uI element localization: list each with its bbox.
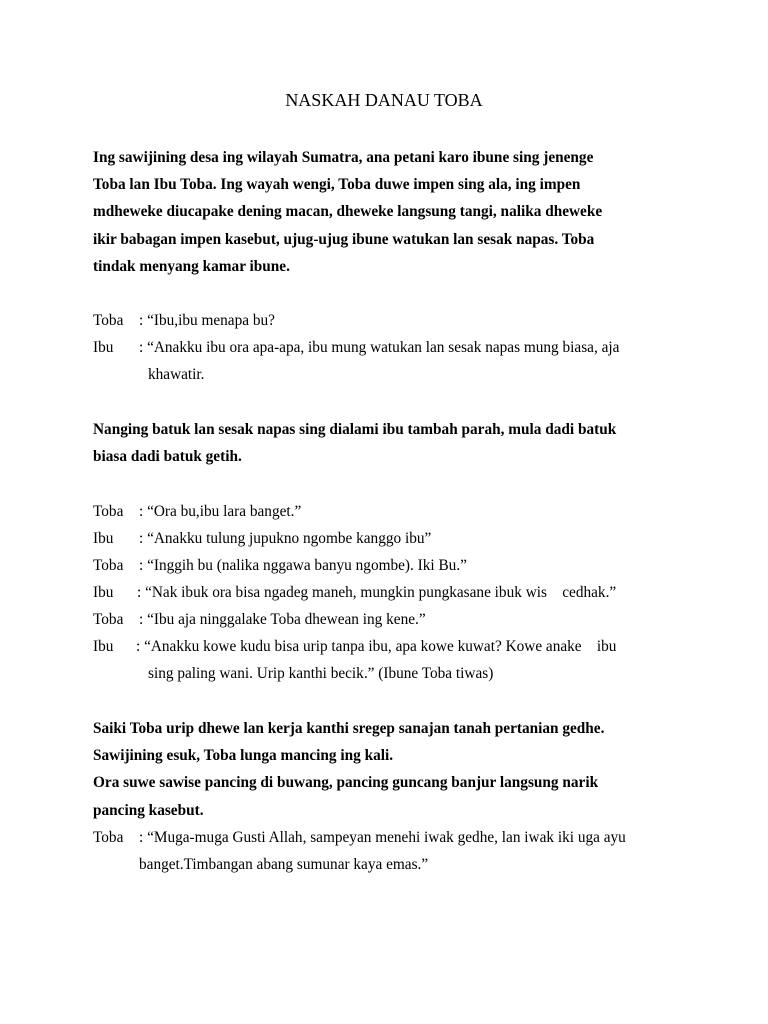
text-line: Saiki Toba urip dhewe lan kerja kanthi sregep sanajan tanah pertanian gedhe.	[93, 720, 605, 737]
speaker-name: Toba	[93, 557, 124, 574]
dialog-text-continuation: banget.Timbangan abang sumunar kaya emas.”	[139, 856, 429, 874]
dialog-text: : “Anakku tulung jupukno ngombe kanggo ibu”	[139, 530, 432, 547]
dialog-text: : “Ibu aja ninggalake Toba dhewean ing kene.”	[139, 611, 426, 628]
narration-paragraph-1	[93, 144, 683, 280]
dialog-text: : “Ora bu,ibu lara banget.”	[139, 503, 302, 520]
narration-paragraph-3	[93, 715, 683, 824]
text-line: tindak menyang kamar ibune.	[93, 257, 290, 275]
speaker-name: Ibu	[93, 638, 114, 655]
text-line: Nanging batuk lan sesak napas sing dialami ibu tambah parah, mula dadi batuk	[93, 421, 617, 438]
dialog-text: : “Nak ibuk ora bisa ngadeg maneh, mungkin pungkasane ibuk wis cedhak.”	[137, 584, 617, 601]
text-line: ikir babagan impen kasebut, ujug-ujug ibune watukan lan sesak napas. Toba	[93, 230, 595, 248]
dialog-text: : “Muga-muga Gusti Allah, sampeyan menehi iwak gedhe, lan iwak iki uga ayu	[139, 829, 626, 846]
text-line: pancing kasebut.	[93, 801, 204, 819]
document-title: NASKAH DANAU TOBA	[285, 90, 483, 110]
dialog-text: : “Inggih bu (nalika nggawa banyu ngombe). Iki Bu.”	[139, 557, 467, 574]
dialog-text-continuation: khawatir.	[148, 366, 205, 384]
speaker-name: Ibu	[93, 584, 114, 601]
text-line: mdheweke diucapake dening macan, dheweke langsung tangi, nalika dheweke	[93, 203, 603, 221]
dialog-text: : “Ibu,ibu menapa bu?	[139, 312, 275, 329]
speaker-name: Toba	[93, 829, 124, 846]
text-line: Toba lan Ibu Toba. Ing wayah wengi, Toba duwe impen sing ala, ing impen	[93, 176, 581, 194]
narration-paragraph-2	[93, 416, 683, 470]
speaker-name: Toba	[93, 503, 124, 520]
text-line: biasa dadi batuk getih.	[93, 448, 242, 466]
dialog-text-continuation: sing paling wani. Urip kanthi becik.” (Ibune Toba tiwas)	[148, 665, 494, 683]
speaker-name: Toba	[93, 611, 124, 628]
text-line: Ora suwe sawise pancing di buwang, pancing guncang banjur langsung narik	[93, 774, 599, 792]
speaker-name: Ibu	[93, 530, 114, 547]
dialog-text: : “Anakku ibu ora apa-apa, ibu mung watukan lan sesak napas mung biasa, aja	[139, 339, 620, 356]
speaker-name: Ibu	[93, 339, 114, 356]
text-line: Ing sawijining desa ing wilayah Sumatra, ana petani karo ibune sing jenenge	[93, 149, 594, 166]
dialog-text: : “Anakku kowe kudu bisa urip tanpa ibu, apa kowe kuwat? Kowe anake ibu	[136, 638, 617, 655]
text-line: Sawijining esuk, Toba lunga mancing ing kali.	[93, 747, 394, 765]
speaker-name: Toba	[93, 312, 124, 329]
